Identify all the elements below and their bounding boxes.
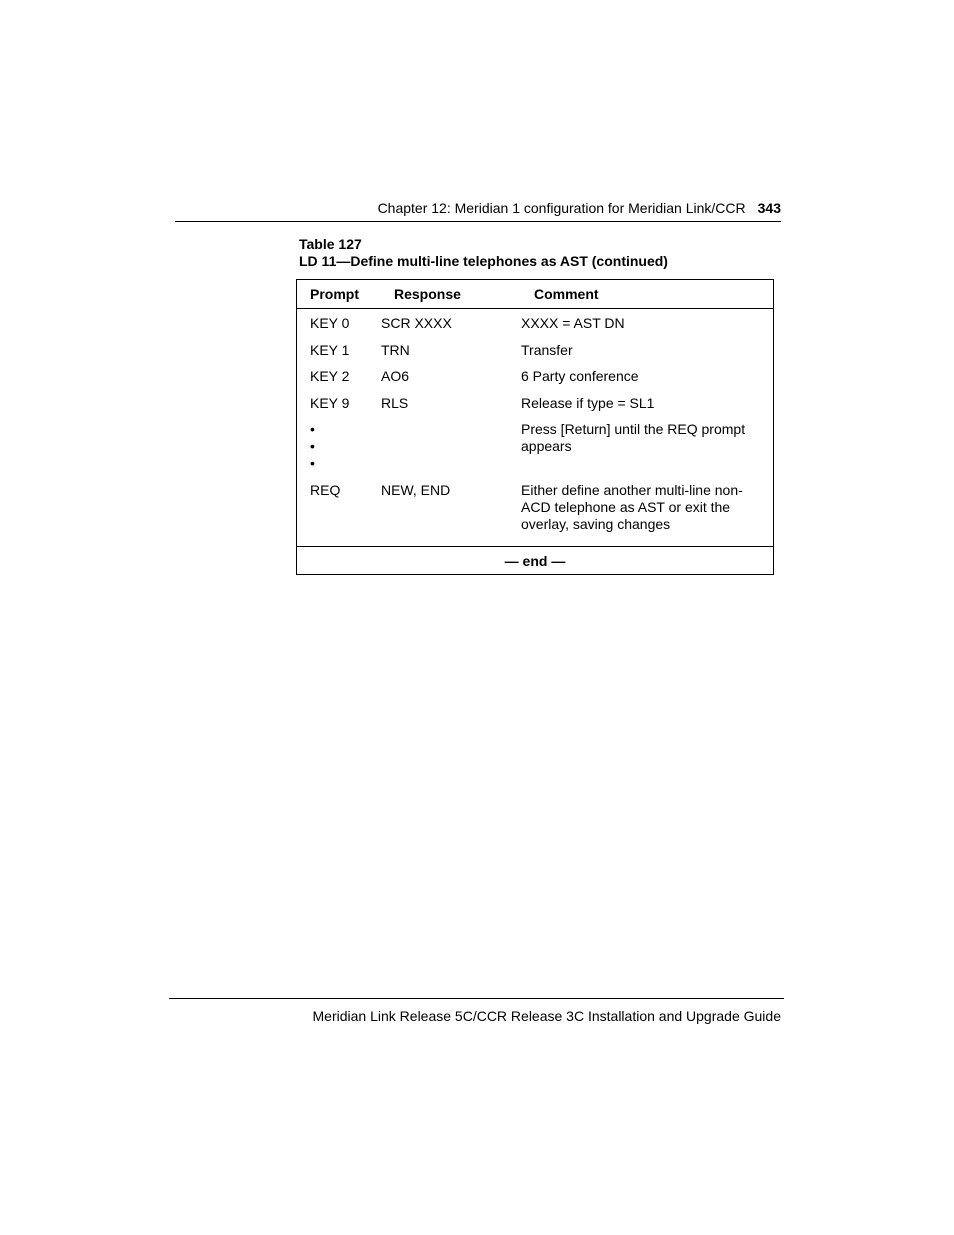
response-cell: TRN xyxy=(381,341,410,358)
bullet-dot: • xyxy=(310,455,315,471)
table-number: Table 127 xyxy=(299,236,362,252)
running-header xyxy=(378,200,781,216)
table-row xyxy=(297,315,773,332)
table-row xyxy=(297,342,773,359)
table-body xyxy=(297,309,773,546)
response-cell: NEW, END xyxy=(381,481,451,498)
comment-cell: Either define another multi-line non-ACD telephone as AST or exit the overlay, saving changes xyxy=(521,481,743,532)
comment-cell: 6 Party conference xyxy=(521,368,639,384)
column-header-response: Response xyxy=(394,286,461,302)
table-end-marker: — end — xyxy=(297,546,773,574)
config-table xyxy=(296,279,774,575)
table-row xyxy=(297,482,773,533)
table-row xyxy=(297,395,773,412)
comment-cell: Release if type = SL1 xyxy=(521,394,655,411)
prompt-cell-ellipsis xyxy=(297,421,381,472)
column-header-prompt: Prompt xyxy=(310,286,359,302)
header-divider xyxy=(175,221,781,222)
page-number: 343 xyxy=(757,200,781,216)
prompt-cell: KEY 1 xyxy=(310,341,350,358)
prompt-cell: KEY 0 xyxy=(310,315,350,331)
response-cell: AO6 xyxy=(381,368,410,384)
prompt-cell: REQ xyxy=(310,481,341,498)
bullet-dot: • xyxy=(310,438,315,454)
comment-cell: Press [Return] until the REQ prompt appears xyxy=(521,421,746,454)
comment-cell: Transfer xyxy=(521,341,573,358)
bullet-dot: • xyxy=(310,421,315,437)
comment-cell: XXXX = AST DN xyxy=(521,315,625,331)
response-cell: RLS xyxy=(381,394,409,411)
column-header-comment: Comment xyxy=(534,286,599,302)
prompt-cell: KEY 2 xyxy=(310,368,350,384)
table-row xyxy=(297,421,773,472)
running-footer: Meridian Link Release 5C/CCR Release 3C Installation and Upgrade Guide xyxy=(312,1008,781,1024)
response-cell: SCR XXXX xyxy=(381,315,452,331)
table-title: LD 11—Define multi-line telephones as AST (continued) xyxy=(299,253,668,269)
table-caption xyxy=(299,236,668,270)
response-cell xyxy=(381,421,521,472)
chapter-title: Chapter 12: Meridian 1 configuration for Meridian Link/CCR xyxy=(377,200,746,216)
footer-divider xyxy=(169,998,784,999)
table-row xyxy=(297,368,773,385)
prompt-cell: KEY 9 xyxy=(310,394,350,411)
table-header-row xyxy=(297,280,773,309)
